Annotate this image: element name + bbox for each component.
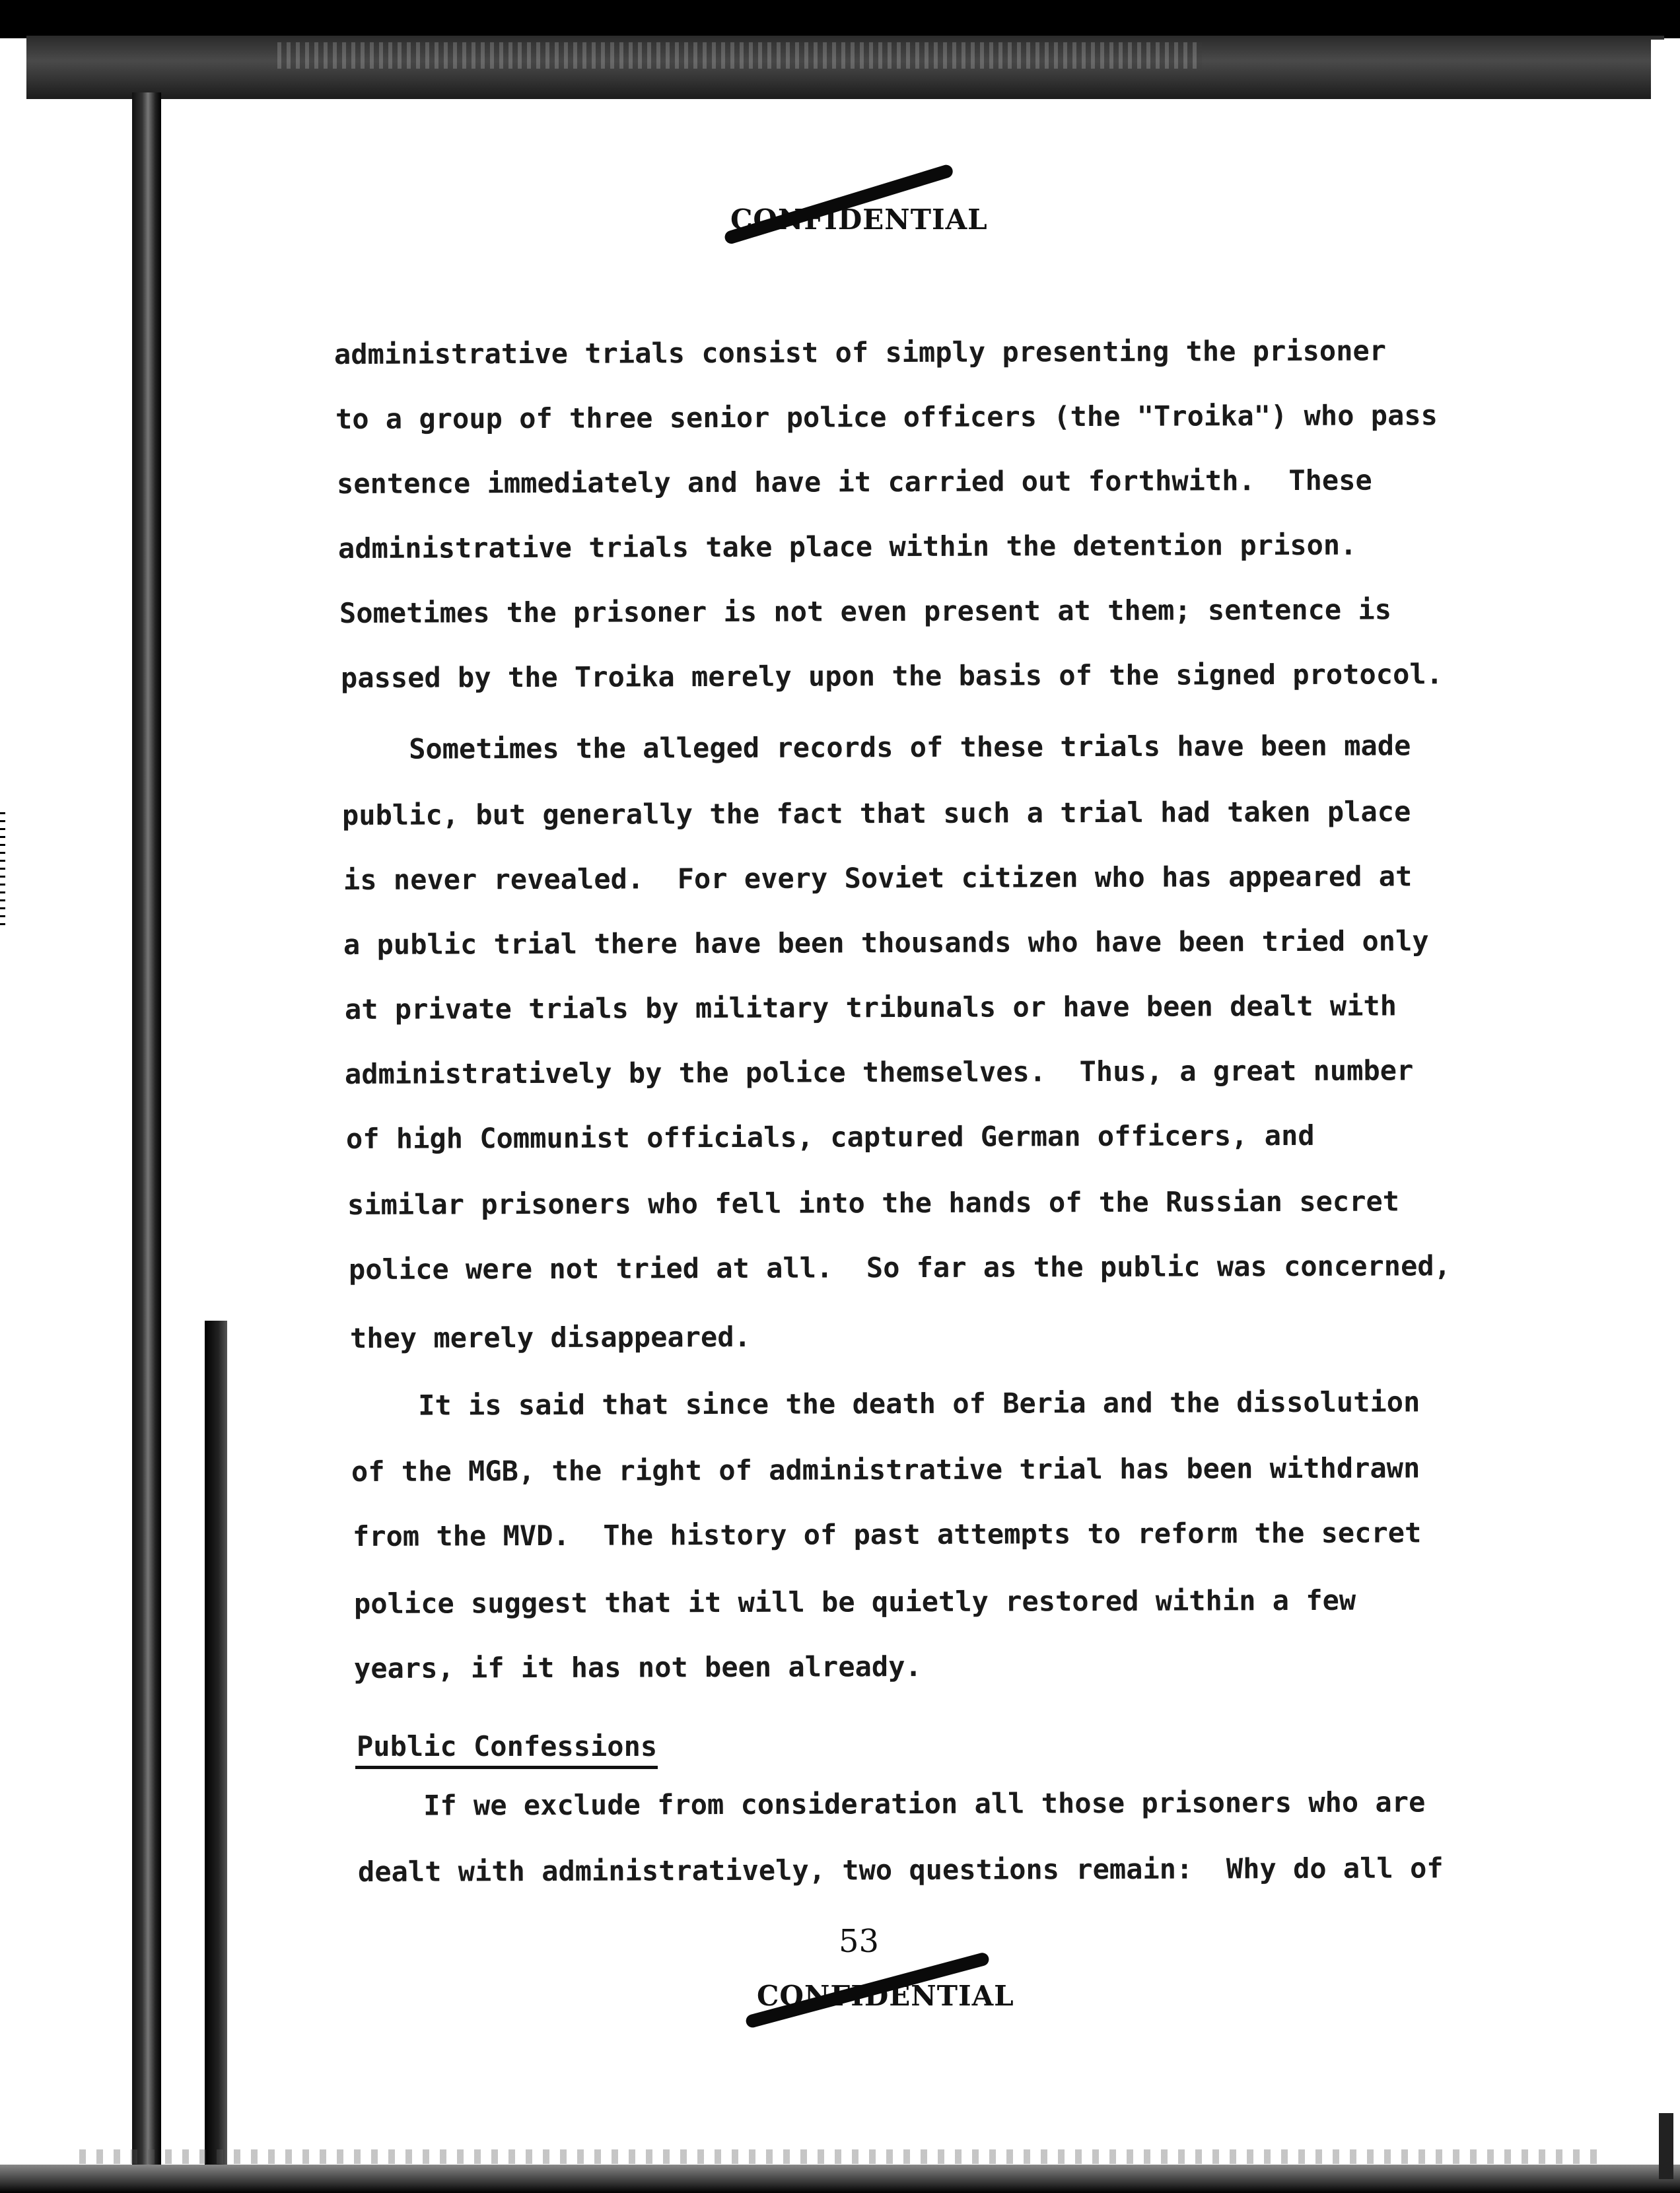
body-line-18: of the MGB, the right of administrative trial has been withdrawn [351, 1451, 1420, 1488]
scan-left-edge [132, 92, 161, 2166]
body-line-19: from the MVD. The history of past attempts to reform the secret [352, 1516, 1422, 1552]
body-line-15: police were not tried at all. So far as the public was concerned, [348, 1249, 1451, 1286]
body-line-2: to a group of three senior police officers (the "Troika") who pass [335, 399, 1438, 435]
body-line-4: administrative trials take place within the detention prison. [337, 528, 1357, 565]
body-line-17: It is said that since the death of Beria and the dissolution [351, 1385, 1420, 1422]
section-heading-underline [355, 1766, 658, 1769]
scan-bottom-streak [79, 2149, 1598, 2164]
body-line-21: years, if it has not been already. [353, 1650, 922, 1685]
body-line-23: dealt with administratively, two questions remain: Why do all of [357, 1852, 1444, 1888]
body-line-22: If we exclude from consideration all those prisoners who are [356, 1786, 1426, 1822]
scan-right-mark [1659, 2113, 1673, 2179]
classification-stamp-top: CONFIDENTIAL [730, 203, 988, 236]
scan-right-margin [1651, 40, 1680, 2193]
scan-top-border [0, 0, 1680, 38]
body-line-6: passed by the Troika merely upon the basis of the signed protocol. [340, 658, 1443, 694]
body-line-11: at private trials by military tribunals or have been dealt with [344, 989, 1397, 1026]
body-line-5: Sometimes the prisoner is not even present at them; sentence is [339, 593, 1392, 629]
body-line-13: of high Communist officials, captured German officers, and [345, 1119, 1315, 1155]
classification-stamp-bottom: CONFIDENTIAL [757, 1980, 1014, 2012]
section-heading: Public Confessions [357, 1730, 658, 1762]
scan-left-edge-lower [205, 1321, 227, 2179]
body-line-3: sentence immediately and have it carried out forthwith. These [336, 464, 1372, 500]
scan-left-marks [0, 812, 5, 931]
body-line-8: public, but generally the fact that such a trial had taken place [341, 795, 1411, 831]
body-line-20: police suggest that it will be quietly restored within a few [353, 1584, 1356, 1620]
scan-top-shadow [26, 36, 1664, 99]
body-line-10: a public trial there have been thousands who have been tried only [343, 924, 1429, 961]
body-line-1: administrative trials consist of simply presenting the prisoner [333, 334, 1387, 370]
body-line-7: Sometimes the alleged records of these trials have been made [341, 729, 1411, 765]
body-line-14: similar prisoners who fell into the hands of the Russian secret [347, 1185, 1400, 1221]
body-line-16: they merely disappeared. [349, 1320, 751, 1354]
scan-bottom-border [0, 2165, 1680, 2193]
page-number: 53 [839, 1923, 880, 1960]
body-line-9: is never revealed. For every Soviet citizen who has appeared at [343, 860, 1413, 896]
body-line-12: administratively by the police themselves. Thus, a great number [344, 1054, 1414, 1090]
